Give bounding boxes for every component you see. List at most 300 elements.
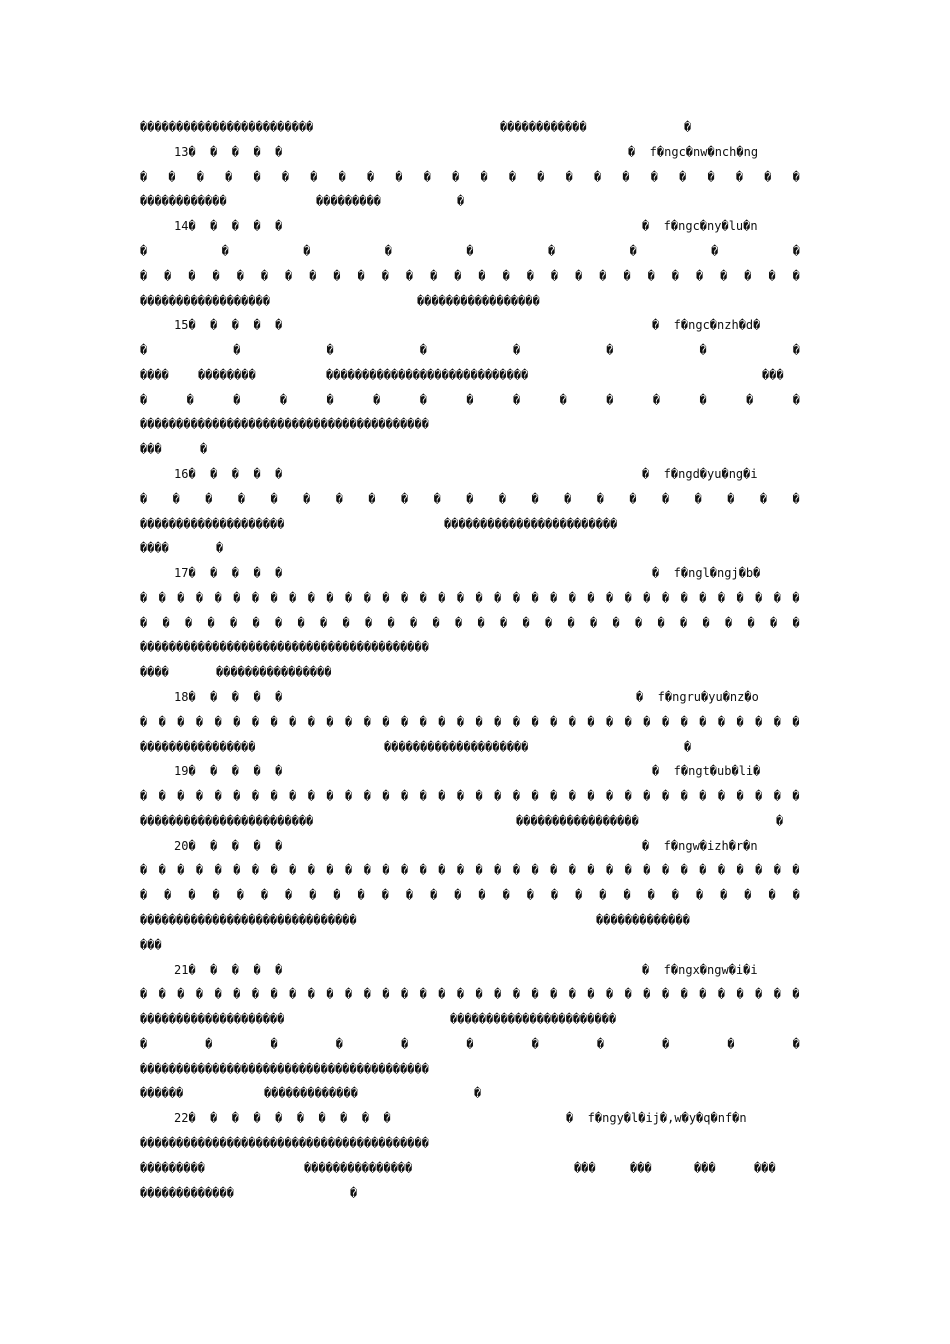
text-line — [0, 687, 950, 707]
text-segment: ������������� — [264, 1086, 358, 1101]
text-line — [0, 291, 950, 311]
glyph: � — [289, 987, 297, 1002]
glyph: � — [699, 714, 707, 729]
glyph: � — [512, 987, 521, 1002]
glyph: � — [568, 987, 576, 1002]
glyph: � — [643, 987, 651, 1002]
glyph: � — [419, 987, 427, 1002]
text-segment: ������������������������ — [140, 813, 314, 828]
glyph: � — [186, 392, 194, 407]
glyph: � — [326, 863, 334, 878]
glyph: � — [363, 590, 371, 605]
glyph: � — [661, 863, 670, 878]
glyph: � — [456, 987, 465, 1002]
text-segment: � f�ngw�izh�r�n — [642, 838, 758, 853]
glyph: � — [755, 789, 763, 804]
glyph: � — [405, 268, 414, 283]
spaced-glyph-run — [140, 885, 800, 905]
glyph: � — [214, 863, 222, 878]
text-segment: � f�ngc�ny�lu�n — [642, 219, 758, 234]
text-line — [0, 1009, 950, 1029]
text-segment: � f�ngx�ngw�i�i — [642, 962, 758, 977]
glyph: � — [140, 714, 148, 729]
glyph: � — [454, 888, 462, 903]
glyph: � — [727, 1036, 735, 1051]
glyph: � — [680, 615, 688, 630]
glyph: � — [438, 590, 446, 605]
text-line — [0, 662, 950, 682]
glyph: � — [550, 714, 558, 729]
glyph: � — [717, 863, 726, 878]
glyph: � — [792, 268, 800, 283]
text-segment: ������������������������ — [140, 120, 314, 134]
glyph: � — [568, 789, 576, 804]
glyph: � — [400, 789, 409, 804]
glyph: � — [233, 392, 241, 407]
text-segment: ���������������������������� — [326, 367, 529, 382]
glyph: � — [478, 268, 486, 283]
text-line — [0, 1183, 950, 1203]
glyph: � — [747, 615, 755, 630]
text-segment: � — [684, 739, 692, 754]
glyph: � — [647, 888, 655, 903]
glyph: � — [773, 714, 782, 729]
glyph: � — [326, 343, 334, 357]
glyph: � — [606, 987, 614, 1002]
text-segment: ���������������������������������������� — [140, 640, 429, 655]
glyph: � — [736, 714, 744, 729]
glyph: � — [512, 863, 521, 878]
glyph: � — [307, 789, 315, 804]
glyph: � — [270, 491, 278, 506]
glyph: � — [531, 789, 539, 804]
glyph: � — [251, 789, 260, 804]
glyph: � — [624, 714, 632, 729]
glyph: � — [400, 987, 409, 1002]
glyph: � — [720, 888, 728, 903]
glyph: � — [736, 590, 744, 605]
glyph: � — [237, 491, 246, 506]
glyph: � — [214, 789, 222, 804]
text-segment: ���������������� — [140, 739, 256, 754]
glyph: � — [792, 590, 800, 605]
glyph: � — [326, 789, 334, 804]
glyph: � — [699, 987, 707, 1002]
glyph: � — [671, 268, 680, 283]
glyph: � — [720, 268, 728, 283]
glyph: � — [140, 243, 148, 258]
glyph: � — [260, 888, 269, 903]
glyph: � — [188, 268, 196, 283]
glyph: � — [647, 268, 655, 283]
glyph: � — [624, 863, 632, 878]
glyph: � — [606, 343, 614, 357]
glyph: � — [195, 714, 204, 729]
glyph: � — [768, 888, 776, 903]
glyph: � — [475, 863, 483, 878]
glyph: � — [792, 243, 800, 258]
glyph: � — [177, 590, 185, 605]
glyph: � — [140, 615, 148, 630]
glyph: � — [537, 169, 545, 184]
glyph: � — [717, 590, 726, 605]
glyph: � — [252, 615, 260, 630]
glyph: � — [309, 268, 317, 283]
glyph: � — [188, 888, 196, 903]
glyph: � — [363, 789, 371, 804]
text-line — [0, 786, 950, 806]
glyph: � — [661, 789, 670, 804]
glyph: � — [307, 863, 315, 878]
text-line — [0, 241, 950, 261]
text-segment: �������� — [198, 367, 256, 382]
glyph: � — [382, 987, 390, 1002]
glyph: � — [587, 987, 595, 1002]
glyph: � — [512, 590, 521, 605]
glyph: � — [162, 615, 170, 630]
glyph: � — [281, 169, 290, 184]
glyph: � — [699, 392, 707, 407]
glyph: � — [303, 243, 311, 258]
glyph: � — [382, 863, 390, 878]
glyph: � — [550, 987, 558, 1002]
glyph: � — [702, 615, 710, 630]
glyph: � — [335, 1036, 344, 1051]
glyph: � — [326, 590, 334, 605]
glyph: � — [279, 392, 288, 407]
glyph: � — [662, 1036, 670, 1051]
glyph: � — [405, 888, 414, 903]
glyph: � — [455, 615, 463, 630]
glyph: � — [680, 714, 688, 729]
glyph: � — [773, 590, 782, 605]
glyph: � — [456, 863, 465, 878]
glyph: � — [233, 714, 241, 729]
glyph: � — [531, 863, 539, 878]
glyph: � — [363, 714, 371, 729]
glyph: � — [587, 863, 595, 878]
glyph: � — [587, 590, 595, 605]
glyph: � — [345, 714, 353, 729]
glyph: � — [326, 392, 334, 407]
glyph: � — [164, 888, 172, 903]
glyph: � — [643, 863, 651, 878]
glyph: � — [233, 863, 241, 878]
text-segment: ���������������������������������������� — [140, 1136, 429, 1150]
text-segment: � — [200, 442, 208, 457]
glyph: � — [759, 491, 768, 506]
glyph: � — [792, 714, 800, 729]
glyph: � — [744, 888, 752, 903]
text-segment: ������������������ — [140, 293, 271, 308]
glyph: � — [400, 863, 409, 878]
glyph: � — [177, 863, 185, 878]
glyph: � — [792, 169, 800, 184]
glyph: � — [363, 863, 371, 878]
glyph: � — [438, 789, 446, 804]
glyph: � — [454, 268, 462, 283]
glyph: � — [367, 169, 375, 184]
glyph: � — [526, 268, 534, 283]
glyph: � — [671, 888, 680, 903]
text-segment: 14� � � � � — [174, 219, 283, 234]
text-segment: ������������������������������ — [140, 913, 357, 927]
text-segment: � — [684, 120, 692, 134]
glyph: � — [345, 590, 353, 605]
spaced-glyph-run — [140, 241, 800, 261]
glyph: � — [755, 590, 763, 605]
glyph: � — [707, 169, 715, 184]
text-segment: 16� � � � � — [174, 466, 283, 481]
glyph: � — [432, 615, 440, 630]
text-line — [0, 836, 950, 856]
text-line — [0, 960, 950, 980]
text-line — [0, 191, 950, 211]
glyph: � — [475, 789, 483, 804]
text-line — [0, 1158, 950, 1178]
glyph: � — [195, 987, 204, 1002]
text-line — [0, 390, 950, 410]
glyph: � — [606, 789, 614, 804]
glyph: � — [792, 343, 800, 357]
glyph: � — [587, 714, 595, 729]
glyph: � — [270, 987, 278, 1002]
glyph: � — [498, 491, 507, 506]
glyph: � — [140, 789, 148, 804]
glyph: � — [568, 590, 576, 605]
glyph: � — [680, 789, 688, 804]
glyph: � — [596, 491, 604, 506]
text-line — [0, 315, 950, 335]
glyph: � — [478, 888, 486, 903]
glyph: � — [652, 392, 661, 407]
glyph: � — [643, 789, 651, 804]
text-segment: ���������������� — [216, 665, 332, 680]
text-line — [0, 613, 950, 633]
glyph: � — [419, 590, 427, 605]
glyph: � — [212, 888, 220, 903]
glyph: � — [438, 987, 446, 1002]
spaced-glyph-run — [140, 984, 800, 1004]
text-segment: 17� � � � � — [174, 566, 283, 580]
glyph: � — [419, 789, 427, 804]
glyph: � — [565, 169, 573, 184]
glyph: � — [755, 714, 763, 729]
text-segment: �������������������� — [140, 1012, 285, 1027]
text-line — [0, 439, 950, 459]
text-segment: 15� � � � � — [174, 318, 283, 333]
text-segment: � f�ngc�nw�nch�ng — [628, 144, 759, 159]
glyph: � — [545, 615, 553, 630]
glyph: � — [382, 789, 390, 804]
glyph: � — [221, 243, 229, 258]
glyph: � — [680, 987, 688, 1002]
text-segment: ��� — [140, 442, 162, 457]
glyph: � — [466, 392, 474, 407]
glyph: � — [419, 714, 427, 729]
text-line — [0, 1108, 950, 1128]
glyph: � — [768, 268, 776, 283]
glyph: � — [746, 392, 754, 407]
text-line — [0, 984, 950, 1004]
glyph: � — [599, 888, 607, 903]
glyph: � — [140, 169, 148, 184]
glyph: � — [475, 714, 483, 729]
glyph: � — [307, 590, 315, 605]
text-line — [0, 563, 950, 583]
glyph: � — [140, 392, 148, 407]
glyph: � — [195, 863, 204, 878]
glyph: � — [285, 268, 293, 283]
glyph: � — [430, 268, 438, 283]
glyph: � — [695, 268, 704, 283]
glyph: � — [494, 789, 502, 804]
glyph: � — [225, 169, 233, 184]
glyph: � — [494, 714, 502, 729]
text-line — [0, 910, 950, 930]
text-segment: � — [457, 194, 465, 209]
spaced-glyph-run — [140, 712, 800, 732]
text-segment: � f�ngt�ub�li� — [652, 764, 761, 779]
glyph: � — [531, 987, 539, 1002]
glyph: � — [550, 590, 558, 605]
glyph: � — [679, 169, 687, 184]
glyph: � — [568, 863, 576, 878]
glyph: � — [185, 615, 193, 630]
glyph: � — [357, 888, 365, 903]
glyph: � — [606, 714, 614, 729]
text-segment: ������������ — [500, 120, 587, 134]
glyph: � — [164, 268, 172, 283]
glyph: � — [303, 491, 311, 506]
glyph: � — [233, 590, 241, 605]
glyph: � — [699, 343, 707, 357]
glyph: � — [629, 243, 637, 258]
text-segment: ��� — [140, 937, 162, 952]
glyph: � — [236, 888, 244, 903]
glyph: � — [717, 987, 726, 1002]
glyph: � — [387, 615, 395, 630]
glyph: � — [207, 615, 215, 630]
glyph: � — [792, 987, 800, 1002]
text-line — [0, 1133, 950, 1153]
glyph: � — [384, 243, 393, 258]
glyph: � — [309, 888, 317, 903]
glyph: � — [251, 590, 260, 605]
glyph: � — [657, 615, 665, 630]
spaced-glyph-run — [140, 1034, 800, 1054]
glyph: � — [410, 615, 418, 630]
text-segment: ��������������� — [304, 1160, 413, 1175]
glyph: � — [755, 987, 763, 1002]
spaced-glyph-run — [140, 588, 800, 608]
glyph: � — [400, 714, 409, 729]
glyph: � — [233, 789, 241, 804]
text-segment: ������������� — [140, 1185, 234, 1200]
glyph: � — [792, 615, 800, 630]
glyph: � — [456, 590, 465, 605]
glyph: � — [177, 714, 185, 729]
glyph: � — [755, 863, 763, 878]
text-segment: ��������� — [316, 194, 382, 209]
text-segment: ������������������������ — [444, 516, 618, 531]
glyph: � — [606, 863, 614, 878]
text-line — [0, 712, 950, 732]
glyph: � — [550, 268, 559, 283]
glyph: � — [310, 169, 318, 184]
glyph: � — [792, 789, 800, 804]
text-segment: � — [474, 1086, 482, 1101]
text-segment: � f�ngc�nzh�d� — [652, 318, 761, 333]
glyph: � — [587, 789, 595, 804]
spaced-glyph-run — [140, 340, 800, 360]
glyph: � — [297, 615, 305, 630]
glyph: � — [717, 714, 726, 729]
glyph: � — [699, 863, 707, 878]
glyph: � — [699, 789, 707, 804]
glyph: � — [430, 888, 438, 903]
glyph: � — [381, 268, 389, 283]
glyph: � — [433, 491, 441, 506]
glyph: � — [251, 863, 260, 878]
glyph: � — [270, 1036, 278, 1051]
spaced-glyph-run — [140, 786, 800, 806]
text-line — [0, 142, 950, 162]
glyph: � — [289, 714, 297, 729]
glyph: � — [662, 491, 670, 506]
glyph: � — [643, 714, 651, 729]
glyph: � — [158, 714, 166, 729]
text-line — [0, 811, 950, 831]
glyph: � — [635, 615, 643, 630]
glyph: � — [423, 169, 431, 184]
glyph: � — [623, 268, 631, 283]
text-segment: � f�ngy�l�ij�,w�y�q�nf�n — [566, 1111, 747, 1126]
text-line — [0, 1059, 950, 1079]
glyph: � — [401, 1036, 409, 1051]
glyph: � — [214, 590, 222, 605]
text-segment: ���������������������������������������� — [140, 1061, 429, 1076]
glyph: � — [508, 169, 517, 184]
glyph: � — [512, 714, 521, 729]
glyph: � — [158, 987, 166, 1002]
glyph: � — [623, 888, 631, 903]
glyph: � — [140, 590, 148, 605]
glyph: � — [212, 268, 220, 283]
glyph: � — [456, 789, 465, 804]
glyph: � — [438, 863, 446, 878]
text-segment: 20� � � � � — [174, 838, 283, 853]
glyph: � — [764, 169, 772, 184]
glyph: � — [606, 590, 614, 605]
glyph: � — [502, 888, 510, 903]
glyph: � — [792, 863, 800, 878]
text-segment: ����������������� — [417, 293, 540, 308]
glyph: � — [466, 1036, 474, 1051]
glyph: � — [643, 590, 651, 605]
spaced-glyph-run — [140, 390, 800, 410]
glyph: � — [395, 169, 403, 184]
glyph: � — [531, 590, 539, 605]
glyph: � — [438, 714, 446, 729]
glyph: � — [494, 590, 502, 605]
glyph: � — [205, 491, 213, 506]
glyph: � — [195, 590, 204, 605]
text-segment: ���� — [140, 367, 169, 382]
glyph: � — [650, 169, 658, 184]
glyph: � — [251, 714, 260, 729]
glyph: � — [419, 392, 427, 407]
